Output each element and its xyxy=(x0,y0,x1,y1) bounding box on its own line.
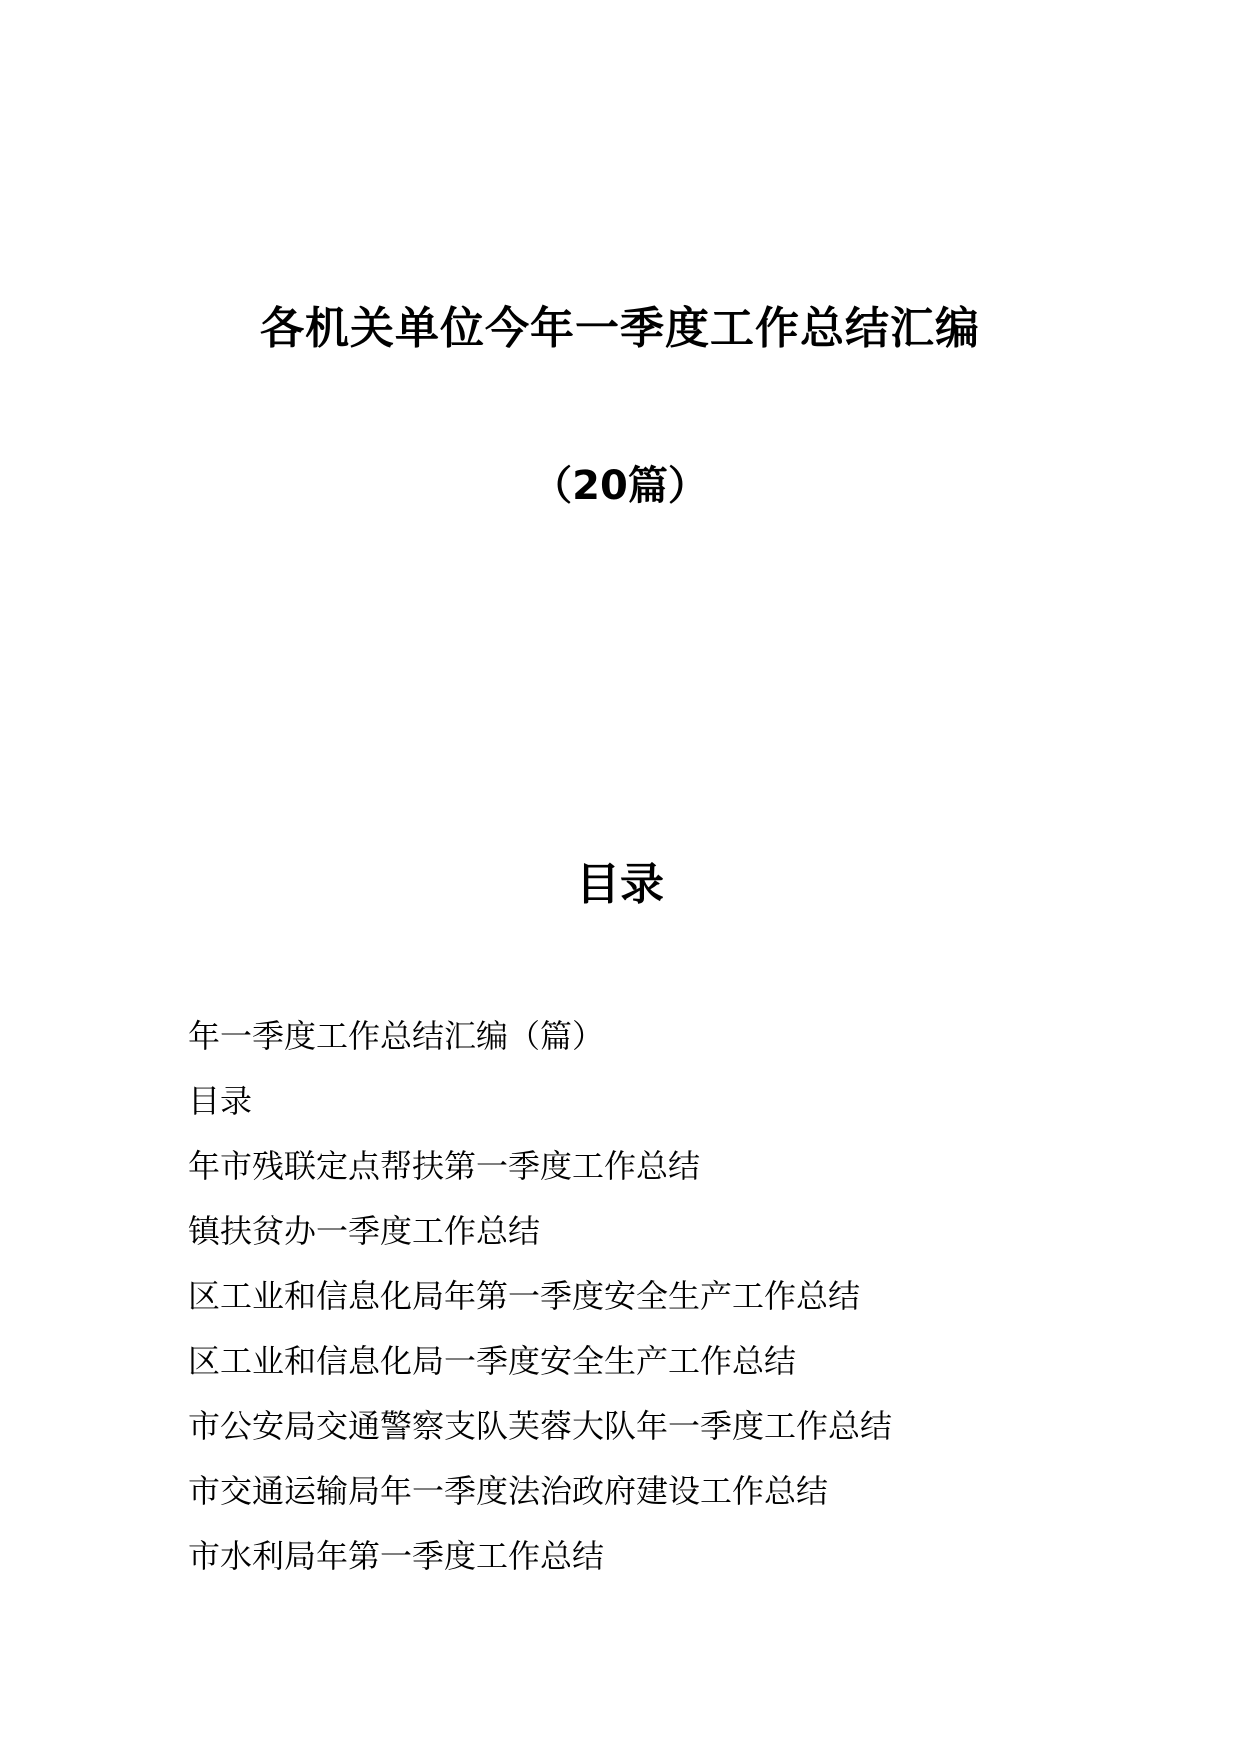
toc-item[interactable]: 年一季度工作总结汇编（篇） xyxy=(188,1017,605,1055)
table-of-contents xyxy=(188,1004,1188,1589)
toc-item[interactable]: 市交通运输局年一季度法治政府建设工作总结 xyxy=(188,1472,829,1510)
document-subtitle: （20篇） xyxy=(532,463,708,509)
toc-item[interactable]: 年市残联定点帮扶第一季度工作总结 xyxy=(188,1147,701,1185)
toc-heading: 目录 xyxy=(576,858,664,910)
toc-item[interactable]: 区工业和信息化局年第一季度安全生产工作总结 xyxy=(188,1277,861,1315)
document-title: 各机关单位今年一季度工作总结汇编 xyxy=(260,303,980,355)
toc-item[interactable]: 区工业和信息化局一季度安全生产工作总结 xyxy=(188,1342,797,1380)
toc-item[interactable]: 市公安局交通警察支队芙蓉大队年一季度工作总结 xyxy=(188,1407,893,1445)
toc-item[interactable]: 目录 xyxy=(188,1082,253,1120)
toc-item[interactable]: 市水利局年第一季度工作总结 xyxy=(188,1537,605,1575)
toc-item[interactable]: 镇扶贫办一季度工作总结 xyxy=(188,1212,541,1250)
